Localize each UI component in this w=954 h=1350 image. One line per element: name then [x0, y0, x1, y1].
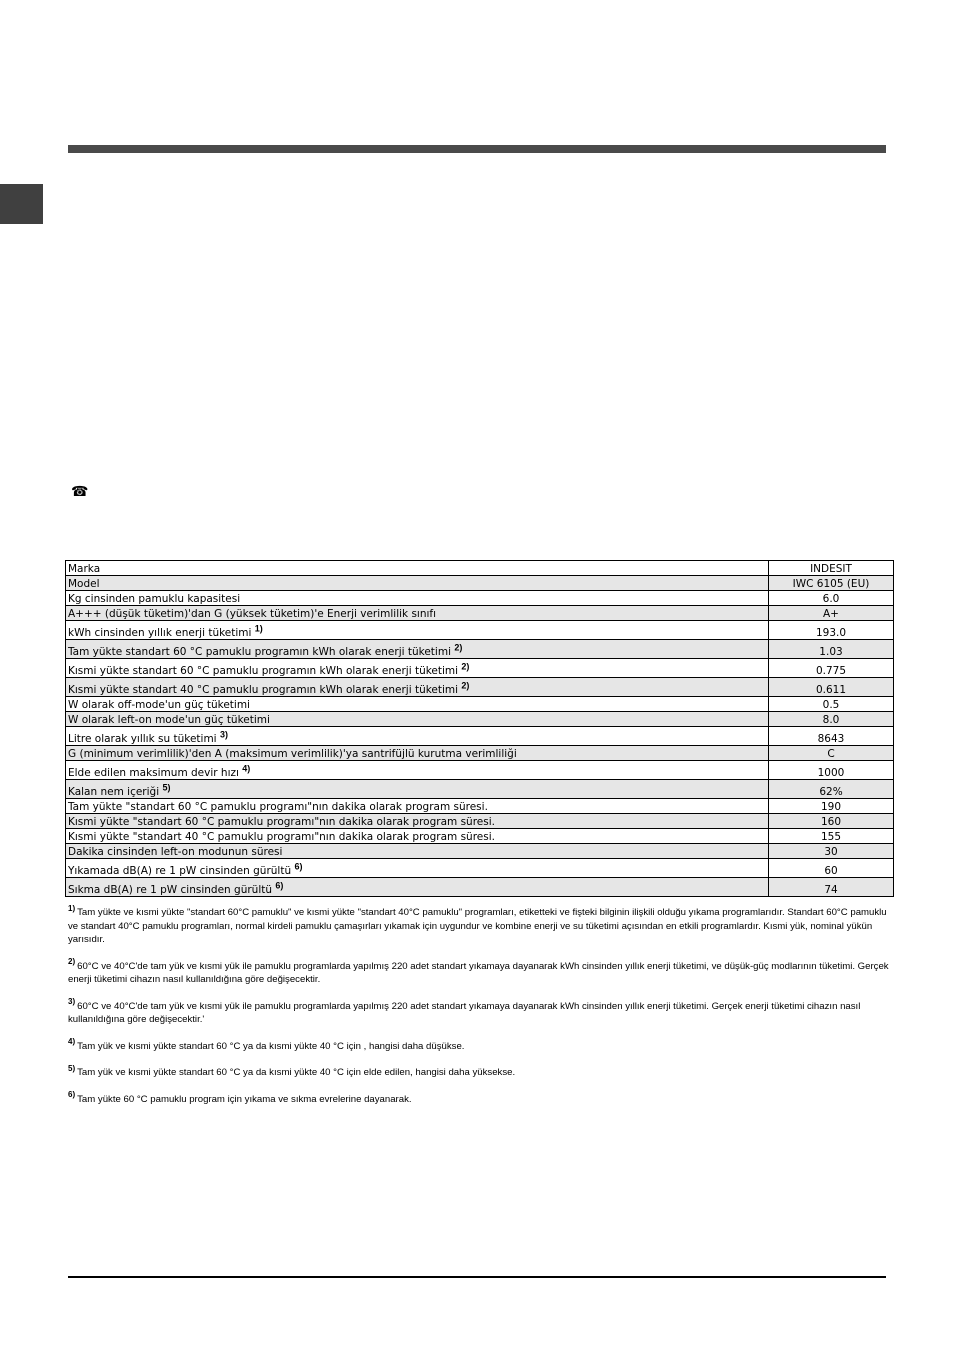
table-row: [66, 561, 894, 576]
spec-value: 74: [769, 878, 894, 897]
table-row: [66, 814, 894, 829]
table-row: [66, 844, 894, 859]
footnote-mark: 4): [68, 1037, 76, 1047]
table-row: [66, 712, 894, 727]
footnote-text: 60°C ve 40°C'de tam yük ve kısmi yük ile pamuklu programlarda yapılmış 220 adet standart yıkamaya dayanarak kWh cinsinden yıllık enerji tüketimi. Gerçek enerji tüketimi cihazın nasıl kullanıldığına göre değişecektir.': [68, 1000, 861, 1025]
spec-value: 160: [769, 814, 894, 829]
table-row: [66, 799, 894, 814]
spec-label: G (minimum verimlilik)'den A (maksimum verimlilik)'ya santrifüjlü kurutma verimliliği: [66, 746, 769, 761]
spec-value: 190: [769, 799, 894, 814]
table-row: [66, 697, 894, 712]
spec-label: Kg cinsinden pamuklu kapasitesi: [66, 591, 769, 606]
table-row: [66, 829, 894, 844]
spec-value: 193.0: [769, 621, 894, 640]
footer-rule: [68, 1276, 886, 1278]
spec-label: Kısmi yükte standart 60 °C pamuklu programın kWh olarak enerji tüketimi $^{2)}$: [66, 659, 769, 678]
spec-label: W olarak off-mode'un güç tüketimi: [66, 697, 769, 712]
spec-label: Tam yükte standart 60 °C pamuklu programın kWh olarak enerji tüketimi $^{2)}$: [66, 640, 769, 659]
table-row: [66, 606, 894, 621]
footnote-mark: 3): [68, 997, 76, 1007]
footnote-text: Tam yükte 60 °C pamuklu program için yıkama ve sıkma evrelerine dayanarak.: [77, 1093, 412, 1105]
table-row: [66, 761, 894, 780]
spec-value: C: [769, 746, 894, 761]
spec-label: Dakika cinsinden left-on modunun süresi: [66, 844, 769, 859]
footnote: [68, 903, 890, 947]
table-row: [66, 621, 894, 640]
footnote-ref: 1): [254, 623, 263, 634]
spec-value: 1.03: [769, 640, 894, 659]
spec-value: 0.611: [769, 678, 894, 697]
spec-label: Model: [66, 576, 769, 591]
spec-value: IWC 6105 (EU): [769, 576, 894, 591]
spec-label: Litre olarak yıllık su tüketimi $^{3)}$: [66, 727, 769, 746]
spec-label: W olarak left-on mode'un güç tüketimi: [66, 712, 769, 727]
spec-label: kWh cinsinden yıllık enerji tüketimi $^{1)}$: [66, 621, 769, 640]
spec-value: 6.0: [769, 591, 894, 606]
footnote: [68, 997, 890, 1027]
spec-value: 0.5: [769, 697, 894, 712]
table-row: [66, 780, 894, 799]
spec-label: Kalan nem içeriği $^{5)}$: [66, 780, 769, 799]
spec-label: Kısmi yükte standart 40 °C pamuklu programın kWh olarak enerji tüketimi $^{2)}$: [66, 678, 769, 697]
table-row: [66, 591, 894, 606]
footnote-ref: 2): [454, 642, 463, 653]
spec-value: 155: [769, 829, 894, 844]
footnote-text: Tam yük ve kısmi yükte standart 60 °C ya da kısmi yükte 40 °C için elde edilen, hangisi daha yüksekse.: [77, 1067, 516, 1078]
spec-label: Marka: [66, 561, 769, 576]
footnotes: [68, 903, 890, 1119]
header-rule: [68, 145, 886, 153]
footnote-ref: 4): [242, 763, 251, 774]
footnote-mark: 1): [68, 903, 76, 913]
spec-label: Elde edilen maksimum devir hızı $^{4)}$: [66, 761, 769, 780]
spec-value: 62%: [769, 780, 894, 799]
spec-value: 8643: [769, 727, 894, 746]
footnote-ref: 5): [162, 782, 171, 793]
spec-value: 1000: [769, 761, 894, 780]
footnote-text: 60°C ve 40°C'de tam yük ve kısmi yük ile pamuklu programlarda yapılmış 220 adet standart yıkamaya dayanarak kWh cinsinden yıllık enerji tüketimi, ve düşük-güç modlarının tüketimi. Gerçek enerji tüketimi cihazın nasıl kullanıldığına göre değişecektir.: [68, 960, 889, 985]
specification-table: [65, 560, 894, 897]
table-row: [66, 678, 894, 697]
spec-label: Sıkma dB(A) re 1 pW cinsinden gürültü $^{6)}$: [66, 878, 769, 897]
spec-value: INDESIT: [769, 561, 894, 576]
footnote: [68, 1063, 890, 1080]
table-row: [66, 576, 894, 591]
footnote-ref: 2): [461, 661, 470, 672]
table-row: [66, 878, 894, 897]
spec-value: 0.775: [769, 659, 894, 678]
footnote-text: Tam yük ve kısmi yükte standart 60 °C ya da kısmi yükte 40 °C için , hangisi daha düşükse.: [77, 1040, 465, 1052]
footnote: [68, 957, 890, 987]
language-tab-marker: [0, 184, 43, 224]
spec-value: 8.0: [769, 712, 894, 727]
spec-label: Yıkamada dB(A) re 1 pW cinsinden gürültü $^{6)}$: [66, 859, 769, 878]
spec-label: A+++ (düşük tüketim)'dan G (yüksek tüketim)'e Enerji verimlilik sınıfı: [66, 606, 769, 621]
spec-value: 60: [769, 859, 894, 878]
spec-label: Tam yükte "standart 60 °C pamuklu programı"nın dakika olarak program süresi.: [66, 799, 769, 814]
table-row: [66, 659, 894, 678]
spec-value: 30: [769, 844, 894, 859]
table-row: [66, 746, 894, 761]
table-row: [66, 640, 894, 659]
footnote-mark: 6): [68, 1090, 76, 1100]
footnote-mark: 5): [68, 1063, 76, 1073]
table-row: [66, 727, 894, 746]
footnote-mark: 2): [68, 957, 76, 967]
telephone-icon: ☎: [71, 484, 89, 500]
footnote-text: Tam yükte ve kısmi yükte "standart 60°C pamuklu" ve kısmi yükte "standart 40°C pamuklu" programları, etiketteki ve fişteki bilginin ilişkili olduğu yıkama programlarıdır. Standart 60°C pamuklu ve standart 40°C pamuklu programları, normal kirdeli pamuklu çamaşırları yıkamak için uygundur ve kombine enerji ve su tüketimi açısından en etkili programlardır. Kısmi yük, nominal yükün yarısıdır.: [68, 907, 887, 945]
footnote-ref: 6): [275, 880, 284, 891]
spec-value: A+: [769, 606, 894, 621]
table-row: [66, 859, 894, 878]
spec-label: Kısmi yükte "standart 60 °C pamuklu programı"nın dakika olarak program süresi.: [66, 814, 769, 829]
footnote-ref: 6): [294, 861, 303, 872]
footnote: [68, 1037, 890, 1054]
footnote-ref: 2): [461, 680, 470, 691]
footnote-ref: 3): [219, 729, 228, 740]
footnote: [68, 1090, 890, 1107]
spec-label: Kısmi yükte "standart 40 °C pamuklu programı"nın dakika olarak program süresi.: [66, 829, 769, 844]
